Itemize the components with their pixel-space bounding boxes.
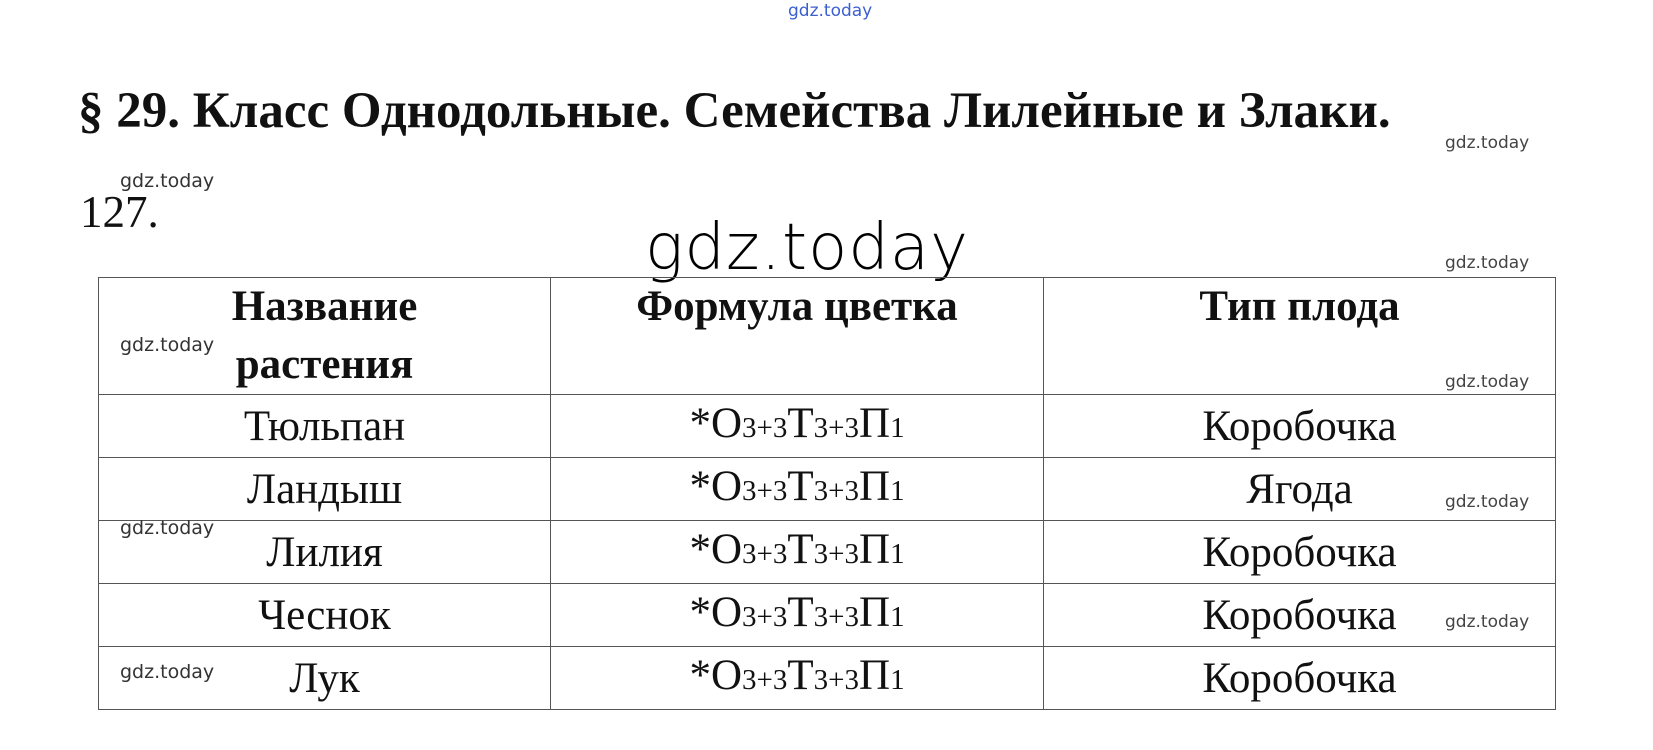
fruit-type-cell: Коробочка xyxy=(1044,521,1556,584)
formula-t: Т xyxy=(787,463,814,510)
table-row xyxy=(99,584,1556,647)
formula-t: Т xyxy=(787,526,814,573)
formula-o: О xyxy=(710,463,742,510)
fruit-type-cell: Коробочка xyxy=(1044,647,1556,710)
formula-o-sub: 3+3 xyxy=(742,664,788,696)
formula-t: Т xyxy=(787,652,814,699)
formula-o-sub: 3+3 xyxy=(742,601,788,633)
formula-o: О xyxy=(710,400,742,447)
formula-o: О xyxy=(710,652,742,699)
formula-t-sub: 3+3 xyxy=(813,475,859,507)
watermark: gdz.today xyxy=(120,334,215,356)
table-row xyxy=(99,521,1556,584)
formula-t-sub: 3+3 xyxy=(813,664,859,696)
formula-star: * xyxy=(689,526,711,573)
plant-name-cell: Лилия xyxy=(99,521,551,584)
formula-o: О xyxy=(710,526,742,573)
table-header-row xyxy=(99,278,1556,395)
formula-o-sub: 3+3 xyxy=(742,475,788,507)
formula-p: П xyxy=(859,589,891,636)
flower-formula-cell xyxy=(551,584,1044,647)
formula-star: * xyxy=(689,400,711,447)
watermark: gdz.today xyxy=(1445,612,1530,632)
flower-formula-cell xyxy=(551,521,1044,584)
task-number: 127. xyxy=(80,187,159,237)
formula-p: П xyxy=(859,463,891,510)
plant-name-cell: Тюльпан xyxy=(99,395,551,458)
table-row xyxy=(99,647,1556,710)
formula-t-sub: 3+3 xyxy=(813,601,859,633)
watermark: gdz.today xyxy=(1445,372,1530,392)
table-row xyxy=(99,395,1556,458)
plant-name-cell: Лук xyxy=(99,647,551,710)
header-plant-name: Название растения xyxy=(99,278,551,395)
plant-name-cell: Чеснок xyxy=(99,584,551,647)
formula-o: О xyxy=(710,589,742,636)
formula-o-sub: 3+3 xyxy=(742,412,788,444)
formula-t-sub: 3+3 xyxy=(813,412,859,444)
formula-t-sub: 3+3 xyxy=(813,538,859,570)
formula-p-sub: 1 xyxy=(890,601,905,633)
watermark: gdz.today xyxy=(120,517,215,539)
watermark: gdz.today xyxy=(120,661,215,683)
watermark: gdz.today xyxy=(1445,492,1530,512)
formula-p-sub: 1 xyxy=(890,538,905,570)
table-row xyxy=(99,458,1556,521)
formula-t: Т xyxy=(787,400,814,447)
watermark-top: gdz.today xyxy=(788,1,873,21)
watermark: gdz.today xyxy=(1445,253,1530,273)
fruit-type-cell: Ягода xyxy=(1044,458,1556,521)
flower-formula-cell xyxy=(551,458,1044,521)
formula-p: П xyxy=(859,400,891,447)
answer-table xyxy=(98,277,1556,710)
formula-star: * xyxy=(689,589,711,636)
flower-formula-cell xyxy=(551,647,1044,710)
plant-name-cell: Ландыш xyxy=(99,458,551,521)
formula-star: * xyxy=(689,652,711,699)
formula-star: * xyxy=(689,463,711,510)
fruit-type-cell: Коробочка xyxy=(1044,395,1556,458)
fruit-type-cell: Коробочка xyxy=(1044,584,1556,647)
header-fruit-type: Тип плода xyxy=(1044,278,1556,395)
formula-p: П xyxy=(859,652,891,699)
watermark: gdz.today xyxy=(120,170,215,192)
formula-p-sub: 1 xyxy=(890,475,905,507)
formula-p-sub: 1 xyxy=(890,412,905,444)
header-flower-formula: Формула цветка xyxy=(551,278,1044,395)
page-title: § 29. Класс Однодольные. Семейства Лилейные и Злаки. xyxy=(78,83,1391,139)
watermark-large: gdz.today xyxy=(645,211,969,285)
watermark: gdz.today xyxy=(1445,133,1530,153)
formula-p: П xyxy=(859,526,891,573)
flower-formula-cell xyxy=(551,395,1044,458)
formula-o-sub: 3+3 xyxy=(742,538,788,570)
formula-t: Т xyxy=(787,589,814,636)
formula-p-sub: 1 xyxy=(890,664,905,696)
